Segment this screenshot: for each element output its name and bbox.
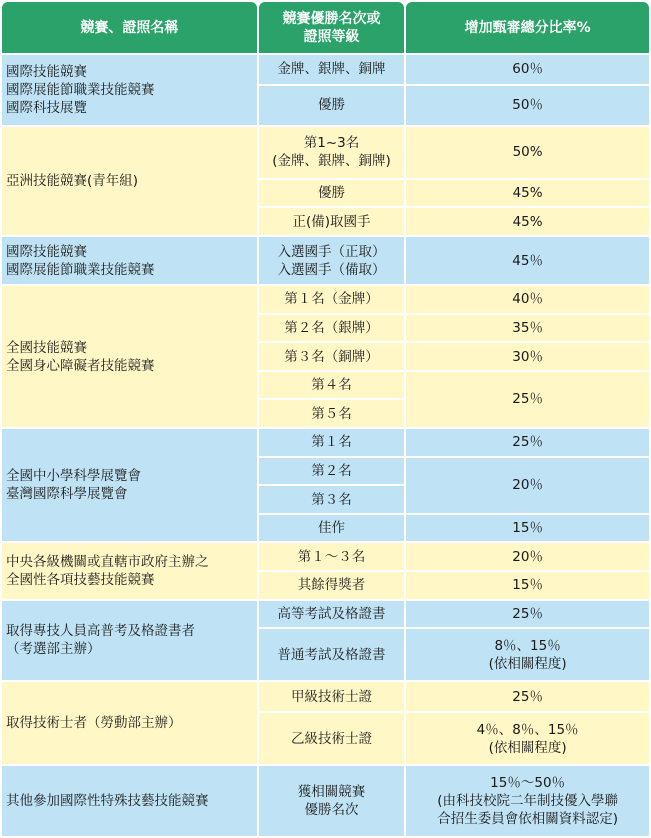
rank-cell: 金牌、銀牌、銅牌 (259, 55, 404, 84)
rank-cell: 第２名 (259, 458, 404, 485)
table-row (2, 682, 649, 711)
ratio-cell: 15％ (406, 515, 649, 542)
table-row (2, 766, 649, 836)
ratio-cell: 25％ (406, 682, 649, 711)
header-row (2, 2, 649, 53)
ratio-cell: 40％ (406, 286, 649, 313)
competition-name: 中央各級機關或直轄市政府主辦之 全國性各項技藝技能競賽 (2, 543, 257, 598)
ratio-cell: 45％ (406, 237, 649, 284)
table-row (2, 286, 649, 313)
rank-cell: 第３名（銅牌） (259, 343, 404, 370)
table-row (2, 237, 649, 284)
table-row (2, 127, 649, 178)
competition-name: 國際技能競賽 國際展能節職業技能競賽 (2, 237, 257, 284)
rank-cell: 第４名 (259, 372, 404, 399)
table-row (2, 601, 649, 628)
rank-cell: 入選國手（正取） 入選國手（備取） (259, 237, 404, 284)
ratio-cell: 8％、15％ (依相關程度) (406, 629, 649, 680)
ratio-cell: 25％ (406, 601, 649, 628)
competition-name: 取得專技人員高普考及格證書者 （考選部主辦） (2, 601, 257, 681)
header-rank: 競賽優勝名次或 證照等級 (259, 2, 404, 53)
rank-cell: 第１～３名 (259, 543, 404, 570)
ratio-cell: 25％ (406, 429, 649, 456)
table-row (2, 543, 649, 570)
competition-name: 亞洲技能競賽(青年組) (2, 127, 257, 235)
rank-cell: 正(備)取國手 (259, 208, 404, 235)
competition-name: 其他參加國際性特殊技藝技能競賽 (2, 766, 257, 836)
rank-cell: 第５名 (259, 400, 404, 427)
ratio-cell: 20％ (406, 458, 649, 513)
rank-cell: 第１名（金牌） (259, 286, 404, 313)
rank-cell: 第２名（銀牌） (259, 315, 404, 342)
competition-name: 國際技能競賽 國際展能節職業技能競賽 國際科技展覽 (2, 55, 257, 125)
competition-name: 全國技能競賽 全國身心障礙者技能競賽 (2, 286, 257, 427)
table-row (2, 55, 649, 84)
ratio-cell: 4％、8％、15％ (依相關程度) (406, 713, 649, 764)
rank-cell: 其餘得獎者 (259, 572, 404, 599)
table-row (2, 429, 649, 456)
rank-cell: 第1~3名 (金牌、銀牌、銅牌) (259, 127, 404, 178)
ratio-cell: 15％ (406, 572, 649, 599)
ratio-cell: 20％ (406, 543, 649, 570)
ratio-cell: 15％～50％ (由科技校院二年制技優入學聯 合招生委員會依相關資料認定) (406, 766, 649, 836)
rank-cell: 高等考試及格證書 (259, 601, 404, 628)
ratio-cell: 25％ (406, 372, 649, 427)
header-competition: 競賽、證照名稱 (2, 2, 257, 53)
ratio-cell: 45% (406, 180, 649, 207)
rank-cell: 乙級技術士證 (259, 713, 404, 764)
rank-cell: 優勝 (259, 180, 404, 207)
rank-cell: 佳作 (259, 515, 404, 542)
rank-cell: 甲級技術士證 (259, 682, 404, 711)
rank-cell: 第１名 (259, 429, 404, 456)
rank-cell: 獲相關競賽 優勝名次 (259, 766, 404, 836)
ratio-cell: 60％ (406, 55, 649, 84)
ratio-cell: 50％ (406, 86, 649, 125)
ratio-cell: 45% (406, 208, 649, 235)
competition-name: 取得技術士者（勞動部主辦） (2, 682, 257, 764)
rank-cell: 第３名 (259, 486, 404, 513)
header-ratio: 增加甄審總分比率% (406, 2, 649, 53)
ratio-cell: 30％ (406, 343, 649, 370)
ratio-cell: 50% (406, 127, 649, 178)
rank-cell: 普通考試及格證書 (259, 629, 404, 680)
competition-name: 全國中小學科學展覽會 臺灣國際科學展覽會 (2, 429, 257, 541)
rank-cell: 優勝 (259, 86, 404, 125)
ratio-cell: 35％ (406, 315, 649, 342)
